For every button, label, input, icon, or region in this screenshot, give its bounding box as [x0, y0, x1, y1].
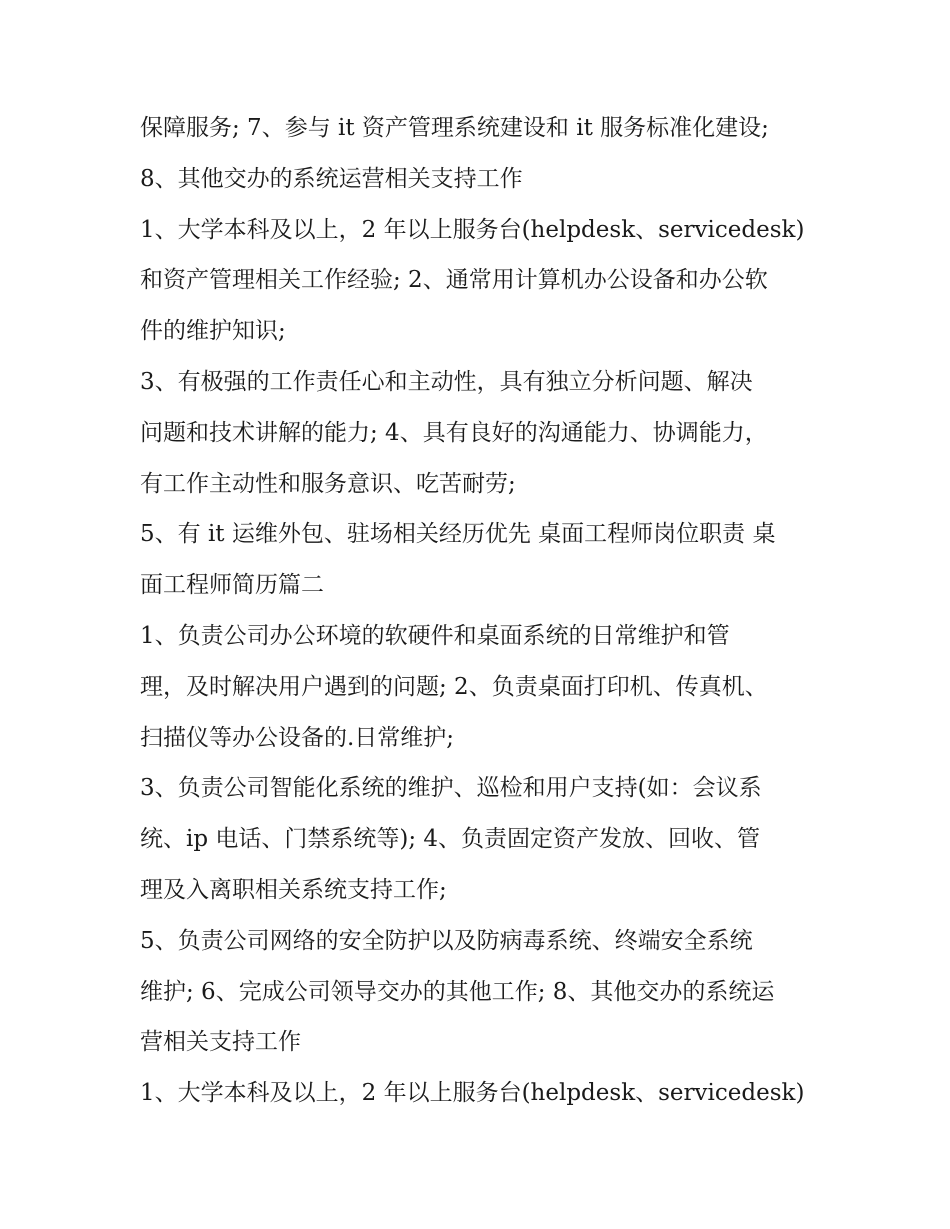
text-line: 1、负责公司办公环境的软硬件和桌面系统的日常维护和管: [140, 622, 730, 649]
text-line: 件的维护知识;: [140, 318, 286, 345]
text-line: 1、大学本科及以上，2 年以上服务台(helpdesk、servicedesk): [140, 1080, 805, 1107]
text-line: 和资产管理相关工作经验; 2、通常用计算机办公设备和办公软: [140, 267, 768, 294]
text-line: 保障服务; 7、参与 it 资产管理系统建设和 it 服务标准化建设;: [140, 115, 769, 141]
text-line: 8、其他交办的系统运营相关支持工作: [140, 165, 523, 192]
text-line: 3、有极强的工作责任心和主动性，具有独立分析问题、解决: [140, 368, 753, 395]
text-line: 3、负责公司智能化系统的维护、巡检和用户支持(如：会议系: [140, 775, 762, 802]
text-line: 理，及时解决用户遇到的问题; 2、负责桌面打印机、传真机、: [140, 673, 768, 700]
text-line: 营相关支持工作: [140, 1029, 301, 1056]
text-line: 5、负责公司网络的安全防护以及防病毒系统、终端安全系统: [140, 927, 753, 954]
text-line: 统、ip 电话、门禁系统等); 4、负责固定资产发放、回收、管: [140, 826, 761, 853]
text-line: 面工程师简历篇二: [140, 572, 324, 599]
body-text: [140, 103, 830, 1119]
text-line: 5、有 it 运维外包、驻场相关经历优先 桌面工程师岗位职责 桌: [140, 521, 776, 548]
text-line: 有工作主动性和服务意识、吃苦耐劳;: [140, 470, 516, 497]
text-line: 扫描仪等办公设备的.日常维护;: [140, 724, 455, 751]
text-line: 理及入离职相关系统支持工作;: [140, 876, 447, 903]
text-line: 问题和技术讲解的能力; 4、具有良好的沟通能力、协调能力，: [140, 419, 768, 446]
text-line: 1、大学本科及以上，2 年以上服务台(helpdesk、servicedesk): [140, 216, 805, 243]
text-line: 维护; 6、完成公司领导交办的其他工作; 8、其他交办的系统运: [140, 978, 775, 1005]
